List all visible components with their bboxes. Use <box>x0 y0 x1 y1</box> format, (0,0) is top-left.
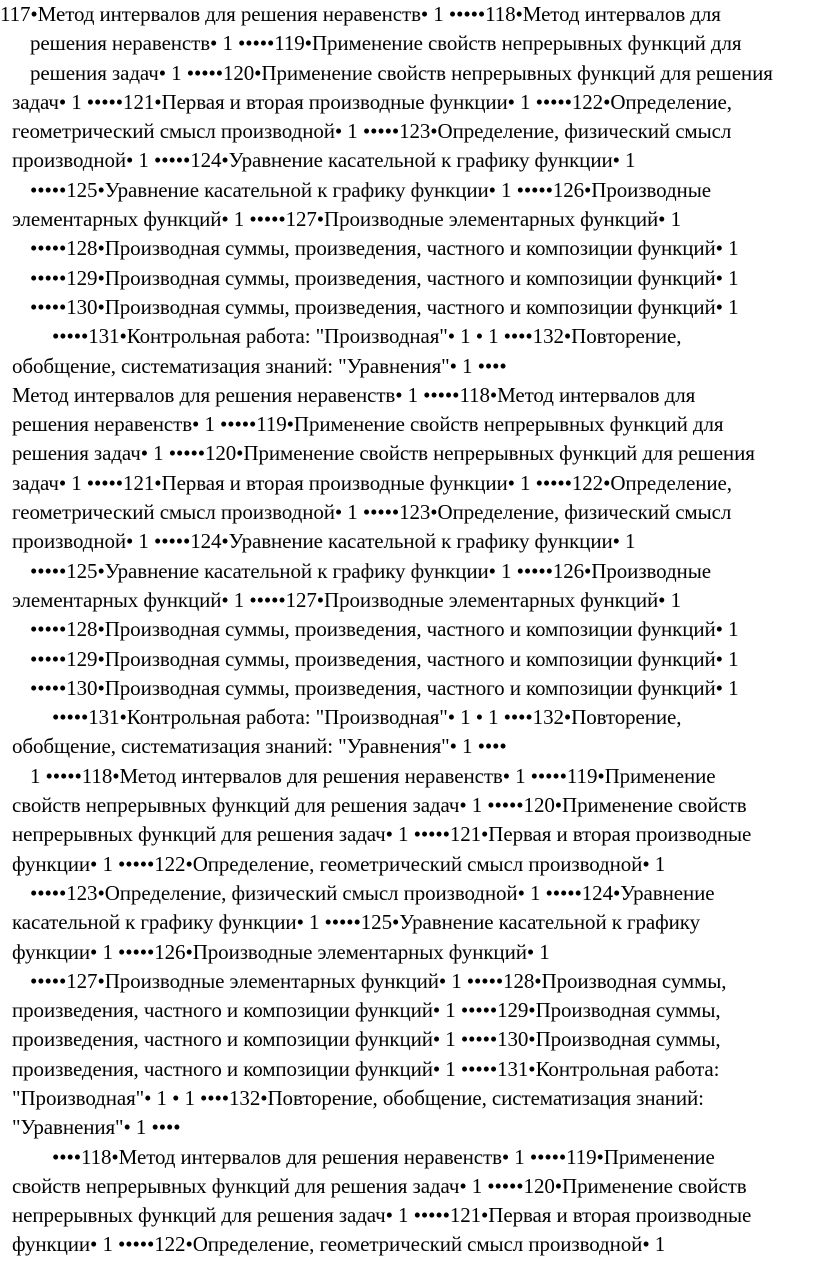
text-line: геометрический смысл производной• 1 •••••123•Определение, физический смысл <box>12 500 732 525</box>
text-line: произведения, частного и композиции функций• 1 •••••130•Производная суммы, <box>12 1027 721 1052</box>
text-line: •••••125•Уравнение касательной к графику функции• 1 •••••126•Производные <box>30 558 711 583</box>
text-line: •••••131•Контрольная работа: "Производная"• 1 • 1 ••••132•Повторение, <box>52 705 682 730</box>
text-line: "Уравнения"• 1 •••• <box>12 1115 181 1140</box>
text-line: 117•Метод интервалов для решения неравенств• 1 •••••118•Метод интервалов для <box>0 2 721 26</box>
text-line: функции• 1 •••••126•Производные элементарных функций• 1 <box>12 939 550 964</box>
text-line: решения неравенств• 1 •••••119•Применение свойств непрерывных функций для <box>30 31 742 56</box>
text-line: задач• 1 •••••121•Первая и вторая производные функции• 1 •••••122•Определение, <box>12 89 732 114</box>
text-line: •••••128•Производная суммы, произведения, частного и композиции функций• 1 <box>30 236 739 261</box>
text-line: произведения, частного и композиции функций• 1 •••••131•Контрольная работа: <box>12 1056 720 1081</box>
text-line: ••••118•Метод интервалов для решения неравенств• 1 •••••119•Применение <box>52 1144 715 1169</box>
text-line: обобщение, систематизация знаний: "Уравнения"• 1 •••• <box>12 734 507 759</box>
text-line: элементарных функций• 1 •••••127•Производные элементарных функций• 1 <box>12 207 681 232</box>
text-line: •••••125•Уравнение касательной к графику функции• 1 •••••126•Производные <box>30 177 711 202</box>
text-line: свойств непрерывных функций для решения задач• 1 •••••120•Применение свойств <box>12 793 747 818</box>
text-line: •••••130•Производная суммы, произведения, частного и композиции функций• 1 <box>30 675 739 700</box>
text-line: "Производная"• 1 • 1 ••••132•Повторение, обобщение, систематизация знаний: <box>12 1085 704 1110</box>
text-line: свойств непрерывных функций для решения задач• 1 •••••120•Применение свойств <box>12 1173 747 1198</box>
text-line: обобщение, систематизация знаний: "Уравнения"• 1 •••• <box>12 353 507 378</box>
text-line: касательной к графику функции• 1 •••••125•Уравнение касательной к графику <box>12 910 700 935</box>
text-line: функции• 1 •••••122•Определение, геометрический смысл производной• 1 <box>12 1232 666 1257</box>
text-line: Метод интервалов для решения неравенств• 1 •••••118•Метод интервалов для <box>12 382 696 407</box>
text-line: элементарных функций• 1 •••••127•Производные элементарных функций• 1 <box>12 587 681 612</box>
text-line: произведения, частного и композиции функций• 1 •••••129•Производная суммы, <box>12 998 721 1023</box>
text-line: решения неравенств• 1 •••••119•Применение свойств непрерывных функций для <box>12 412 724 437</box>
text-line: решения задач• 1 •••••120•Применение свойств непрерывных функций для решения <box>30 60 773 85</box>
text-line: непрерывных функций для решения задач• 1 •••••121•Первая и вторая производные <box>12 822 752 847</box>
text-line: 1 •••••118•Метод интервалов для решения неравенств• 1 •••••119•Применение <box>30 763 716 788</box>
text-line: •••••130•Производная суммы, произведения, частного и композиции функций• 1 <box>30 294 739 319</box>
text-line: решения задач• 1 •••••120•Применение свойств непрерывных функций для решения <box>12 441 755 466</box>
text-line: производной• 1 •••••124•Уравнение касательной к графику функции• 1 <box>12 148 636 173</box>
text-line: непрерывных функций для решения задач• 1 •••••121•Первая и вторая производные <box>12 1203 752 1228</box>
text-line: функции• 1 •••••122•Определение, геометрический смысл производной• 1 <box>12 851 666 876</box>
text-line: производной• 1 •••••124•Уравнение касательной к графику функции• 1 <box>12 529 636 554</box>
text-line: •••••129•Производная суммы, произведения, частного и композиции функций• 1 <box>30 646 739 671</box>
text-line: •••••127•Производные элементарных функций• 1 •••••128•Производная суммы, <box>30 968 727 993</box>
text-line: •••••128•Производная суммы, произведения, частного и композиции функций• 1 <box>30 617 739 642</box>
text-line: •••••123•Определение, физический смысл производной• 1 •••••124•Уравнение <box>30 880 715 905</box>
text-line: •••••129•Производная суммы, произведения, частного и композиции функций• 1 <box>30 265 739 290</box>
text-line: •••••131•Контрольная работа: "Производная"• 1 • 1 ••••132•Повторение, <box>52 324 682 349</box>
text-line: задач• 1 •••••121•Первая и вторая производные функции• 1 •••••122•Определение, <box>12 470 732 495</box>
text-line: геометрический смысл производной• 1 •••••123•Определение, физический смысл <box>12 119 732 144</box>
